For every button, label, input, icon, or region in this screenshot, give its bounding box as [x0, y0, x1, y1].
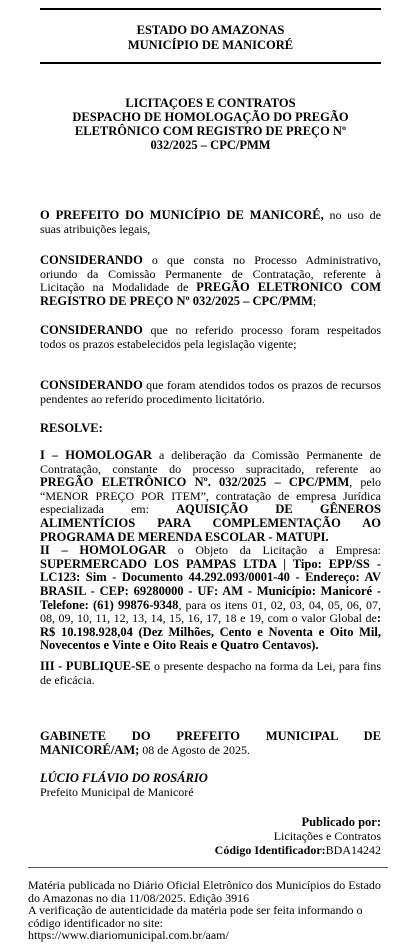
document-header [40, 8, 381, 64]
gabinete-date: 08 de Agosto de 2025. [139, 742, 250, 757]
title-line-1: LICITAÇOES E CONTRATOS [125, 96, 296, 110]
considerando-2-text: que no referido processo foram respeitados todos os prazos estabelecidos pela legislação vigente; [40, 323, 381, 351]
footer-url-link[interactable]: https://www.diariomunicipal.com.br/aam/ [28, 928, 229, 943]
published-section: Licitações e Contratos [273, 829, 381, 843]
document-title [40, 96, 381, 152]
prefeito-bold: O PREFEITO DO MUNICÍPIO DE MANICORÉ, [40, 208, 324, 222]
paragraph-prefeito [40, 209, 381, 236]
homologar-2-value: : R$ 10.198.928,04 (Dez Milhões, Cento e Noventa e Oito Mil, Novecentos e Vinte e Oito Reais e Quatro Centavos). [40, 611, 381, 653]
publication-footer [28, 867, 388, 942]
code-label: Código Identificador: [214, 843, 326, 857]
paragraph-gabinete [40, 730, 381, 757]
signature-name: LÚCIO FLÁVIO DO ROSÁRIO [40, 771, 208, 785]
paragraph-considerando-3 [40, 379, 381, 406]
signature-block [40, 771, 208, 799]
homologar-1-bold2: PREGÃO ELETRÔNICO Nº. 032/2025 – CPC/PMM [40, 475, 350, 490]
publique-bold: III - PUBLIQUE-SE [40, 659, 151, 673]
paragraph-publique [40, 660, 381, 687]
signature-role: Prefeito Municipal de Manicoré [40, 785, 194, 799]
considerando-3-text: que foram atendidos todos os prazos de recursos pendentes ao referido procedimento licitatório. [40, 378, 381, 406]
title-line-3: ELETRÔNICO COM REGISTRO DE PREÇO Nº [74, 124, 347, 138]
homologar-1-text2: , pelo “MENOR PREÇO POR ITEM”, contratação de empresa Jurídica especializada em: [40, 475, 381, 517]
paragraph-considerando-2 [40, 324, 381, 351]
code-value: BDA14242 [325, 843, 381, 857]
published-label: Publicado por: [301, 815, 381, 829]
gabinete-bold: GABINETE DO PREFEITO MUNICIPAL DE MANICORÉ/AM; [40, 729, 381, 757]
considerando-1-text: o que consta no Processo Administrativo, oriundo da Comissão Permanente de Contratação, referente à Licitação na Modalidade de [40, 253, 381, 295]
title-line-2: DESPACHO DE HOMOLOGAÇÃO DO PREGÃO [72, 110, 349, 124]
paragraph-homologar [40, 449, 381, 653]
title-line-4: 032/2025 – CPC/PMM [150, 138, 271, 152]
homologar-2-bold: II – HOMOLOGAR [40, 543, 167, 558]
considerando-2-bold: CONSIDERANDO [40, 323, 143, 337]
considerando-1-bold2: PREGÃO ELETRONICO COM REGISTRO DE PREÇO Nº 032/2025 – CPC/PMM [40, 280, 382, 308]
considerando-1-bold: CONSIDERANDO [40, 253, 143, 267]
homologar-2-text: o Objeto da Licitação a Empresa: [166, 543, 381, 558]
considerando-1-end: ; [312, 293, 317, 308]
homologar-1-text: a deliberação da Comissão Permanente de Contratação, constante do processo supracitado, referente ao [40, 448, 381, 476]
publique-text: o presente despacho na forma da Lei, para fins de eficácia. [40, 659, 382, 687]
header-municipality: MUNICÍPIO DE MANICORÉ [127, 38, 294, 52]
homologar-2-text2: , para os itens 01, 02, 03, 04, 05, 06, 07, 08, 09, 10, 11, 12, 13, 14, 15, 16, 17, 18 e 19, com o valor Global de [40, 597, 381, 626]
homologar-2-company: SUPERMERCADO LOS PAMPAS LTDA | Tipo: EPP/SS - LC123: Sim - Documento 44.292.093/0001-40 - Endereço: AV BRASIL - CEP: 69280000 - UF: AM - Município: Manicoré - Telefone: (61) 99876-9348 [40, 556, 381, 612]
prefeito-text: no uso de suas atribuições legais, [40, 208, 382, 236]
homologar-1-bold: I – HOMOLOGAR [40, 448, 153, 462]
published-block [215, 815, 381, 857]
footer-line-2: A verificação de autenticidade da matéria pode ser feita informando o código identificador no site: [28, 903, 363, 930]
considerando-3-bold: CONSIDERANDO [40, 378, 143, 392]
header-state: ESTADO DO AMAZONAS [136, 23, 285, 37]
resolve-heading: RESOLVE: [40, 421, 103, 435]
paragraph-considerando-1 [40, 254, 381, 308]
footer-line-1: Matéria publicada no Diário Oficial Eletrônico dos Municípios do Estado do Amazonas no dia 11/08/2025. Edição 3916 [28, 878, 381, 905]
homologar-1-object: AQUISIÇÃO DE GÊNEROS ALIMENTÍCIOS PARA COMPLEMENTAÇÃO AO PROGRAMA DE MERENDA ESCOLAR - MATUPI. [40, 502, 381, 544]
